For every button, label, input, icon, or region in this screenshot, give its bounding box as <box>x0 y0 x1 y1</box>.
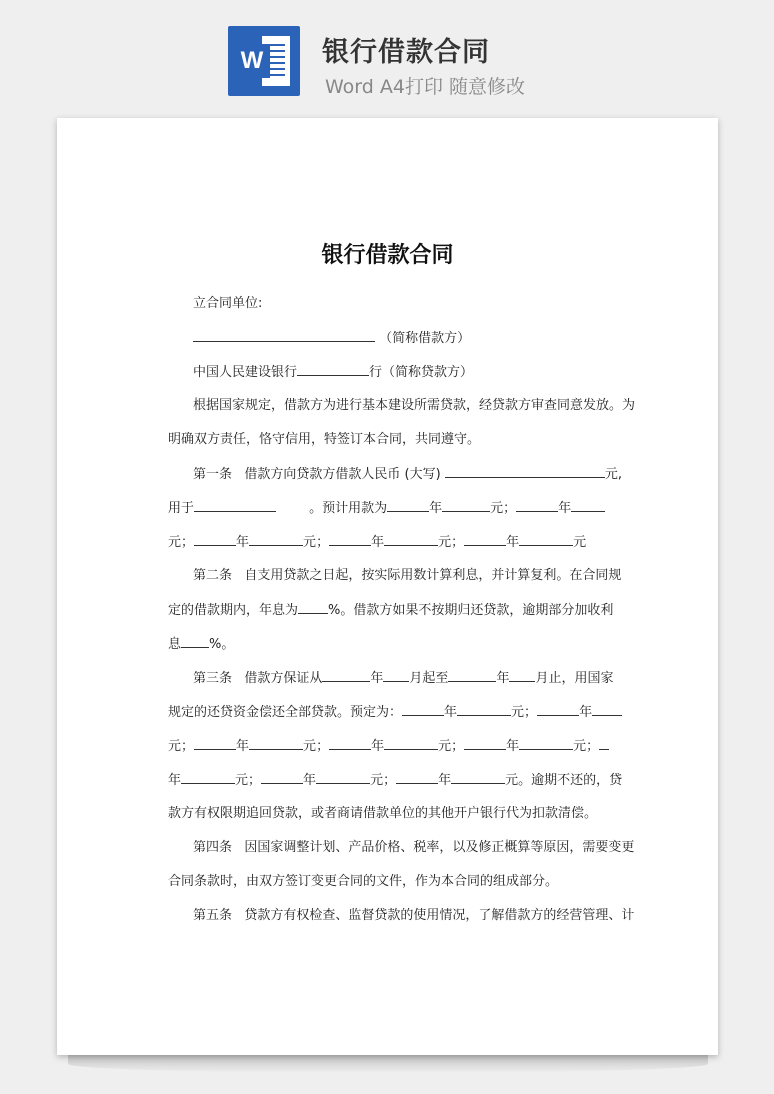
blank-field <box>384 534 438 546</box>
article-1-line: 第一条 借款方向贷款方借款人民币 (大写) 元, <box>193 467 622 482</box>
blank-field <box>249 534 303 546</box>
article-1-line: 元； 年 元； 年 元； 年 元 <box>168 535 587 550</box>
article-4-line: 第四条 因国家调整计划、产品价格、税率，以及修正概算等原因，需要变更 <box>193 840 635 855</box>
blank-field <box>451 772 505 784</box>
word-icon <box>228 26 300 96</box>
paragraph-line: 根据国家规定，借款方为进行基本建设所需贷款，经贷款方审查同意发放。为 <box>193 398 636 413</box>
article-2-line: 第二条 自支用贷款之日起，按实际用数计算利息，并计算复利。在合同规 <box>193 568 622 583</box>
blank-field <box>402 704 444 716</box>
blank-field <box>261 772 303 784</box>
header-subtitle: Word A4打印 随意修改 <box>325 76 526 98</box>
blank-field <box>194 534 236 546</box>
blank-field <box>537 704 579 716</box>
blank-field <box>519 738 573 750</box>
blank-field <box>442 500 490 512</box>
borrower-line: （简称借款方） <box>193 330 470 347</box>
document-page <box>57 118 718 1055</box>
blank-field <box>329 738 371 750</box>
page-header <box>0 0 774 110</box>
blank-field <box>457 704 511 716</box>
blank-field <box>297 364 369 376</box>
article-3-line: 元； 年 元； 年 元； 年 元； <box>168 738 609 755</box>
paper-shadow <box>68 1055 708 1073</box>
blank-field <box>194 500 276 512</box>
article-1-line: 用于 。预计用款为 年 元； 年 <box>168 500 605 517</box>
blank-field <box>384 738 438 750</box>
paragraph-line: 明确双方责任，恪守信用，特签订本合同，共同遵守。 <box>168 432 481 447</box>
blank-field <box>599 738 609 750</box>
article-3-line: 年 元； 年 元； 年 元。逾期不还的，贷 <box>168 773 623 788</box>
lender-line: 中国人民建设银行 行（简称贷款方） <box>193 365 474 380</box>
blank-field <box>445 466 605 478</box>
article-3-line: 款方有权限期追回贷款，或者商请借款单位的其他开户银行代为扣款清偿。 <box>168 806 598 821</box>
blank-field <box>329 534 371 546</box>
article-3-line: 第三条 借款方保证从 年 月起至 年 月止，用国家 <box>193 671 614 686</box>
blank-field <box>298 602 328 614</box>
blank-field <box>316 772 370 784</box>
blank-field <box>249 738 303 750</box>
article-2-line: 息 %。 <box>168 637 235 652</box>
blank-field <box>193 330 375 342</box>
blank-field <box>592 704 622 716</box>
article-2-line: 定的借款期内，年息为 %。借款方如果不按期归还贷款，逾期部分加收利 <box>168 603 614 618</box>
blank-field <box>571 500 605 512</box>
blank-field <box>509 670 535 682</box>
blank-field <box>516 500 558 512</box>
blank-field <box>464 738 506 750</box>
word-letter: W <box>234 44 270 78</box>
blank-field <box>181 636 209 648</box>
blank-field <box>322 670 370 682</box>
blank-field <box>519 534 573 546</box>
blank-field <box>194 738 236 750</box>
article-4-line: 合同条款时，由双方签订变更合同的文件，作为本合同的组成部分。 <box>168 874 559 889</box>
party-label: 立合同单位: <box>193 296 263 311</box>
blank-field <box>181 772 235 784</box>
blank-field <box>448 670 496 682</box>
blank-field <box>387 500 429 512</box>
article-5-line: 第五条 贷款方有权检查、监督贷款的使用情况，了解借款方的经营管理、计 <box>193 908 635 923</box>
document-title: 银行借款合同 <box>321 243 454 268</box>
article-3-line: 规定的还贷资金偿还全部贷款。预定为： 年 元； 年 <box>168 704 622 721</box>
blank-field <box>464 534 506 546</box>
blank-field <box>383 670 409 682</box>
header-title: 银行借款合同 <box>322 37 490 68</box>
blank-field <box>396 772 438 784</box>
